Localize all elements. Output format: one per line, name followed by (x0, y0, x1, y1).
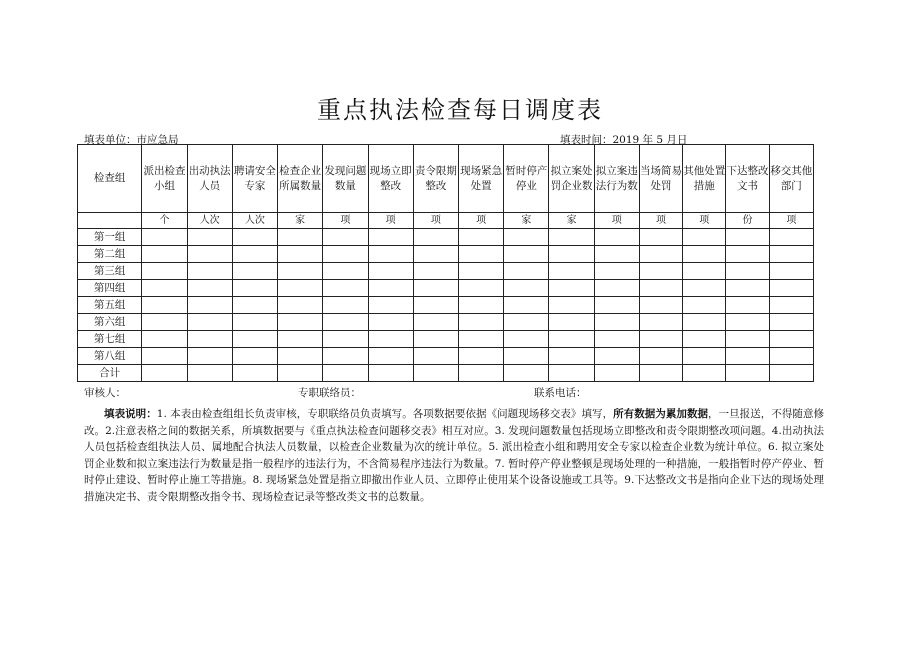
data-cell[interactable] (504, 246, 549, 263)
data-cell[interactable] (458, 246, 503, 263)
data-cell[interactable] (142, 229, 187, 246)
data-cell[interactable] (683, 280, 726, 297)
table-row (78, 280, 814, 297)
table-row (78, 314, 814, 331)
table-row (78, 229, 814, 246)
unit-row (78, 213, 814, 229)
data-cell[interactable] (683, 314, 726, 331)
data-cell[interactable] (187, 229, 232, 246)
data-cell[interactable] (504, 314, 549, 331)
unit-cell: 项 (458, 213, 503, 229)
data-cell[interactable] (683, 246, 726, 263)
data-cell[interactable] (368, 263, 413, 280)
data-cell[interactable] (726, 365, 769, 382)
data-cell[interactable] (323, 314, 368, 331)
row-label: 第一组 (78, 229, 142, 246)
data-cell[interactable] (368, 348, 413, 365)
unit-cell: 家 (549, 213, 594, 229)
data-cell[interactable] (323, 331, 368, 348)
data-cell[interactable] (232, 314, 277, 331)
data-cell[interactable] (769, 331, 813, 348)
schedule-table (77, 144, 814, 382)
data-cell[interactable] (187, 314, 232, 331)
header-cell: 责令限期整改 (413, 145, 458, 213)
unit-cell: 项 (323, 213, 368, 229)
header-cell: 拟立案违法行为数 (594, 145, 639, 213)
data-cell[interactable] (368, 297, 413, 314)
unit-cell: 个 (142, 213, 187, 229)
row-label: 第四组 (78, 280, 142, 297)
data-cell[interactable] (278, 246, 323, 263)
table-row (78, 263, 814, 280)
data-cell[interactable] (323, 297, 368, 314)
header-cell: 当场简易处罚 (639, 145, 682, 213)
data-cell[interactable] (594, 263, 639, 280)
data-cell[interactable] (368, 331, 413, 348)
notes-part-2: ，一旦报送，不得随意修改。2.注意表格之间的数据关系，所填数据要与《重点执法检查问题移交表》相互对应。3. 发现问题数量包括现场立即整改和责令限期整改项问题。4.出动执法人员包括检查组执法人员、属地配合执法人员数量，以检查企业数量为次的统计单位。5. 派出检查小组和聘用安全专家以检查企业数为统计单位。6. 拟立案处罚企业数和拟立案违法行为数量是指一般程序的违法行为，不含简易程序违法行为数量。7. 暂时停产停业整顿是现场处理的一种措施，一般指暂时停产停业、暂时停止建设、暂时停止施工等措施。8. 现场紧急处置是指立即撤出作业人员、立即停止使用某个设备设施或工具等。9.下达整改文书是指向企业下达的现场处理措施决定书、责令限期整改指令书、现场检查记录等整改类文书的总数量。 (84, 408, 825, 503)
data-cell[interactable] (232, 246, 277, 263)
header-cell: 拟立案处罚企业数 (549, 145, 594, 213)
data-cell[interactable] (368, 365, 413, 382)
data-cell[interactable] (769, 348, 813, 365)
data-cell[interactable] (549, 297, 594, 314)
data-cell[interactable] (726, 314, 769, 331)
data-cell[interactable] (769, 314, 813, 331)
data-cell[interactable] (594, 246, 639, 263)
row-label: 第二组 (78, 246, 142, 263)
data-cell[interactable] (458, 365, 503, 382)
data-cell[interactable] (683, 331, 726, 348)
header-cell: 检查组 (78, 145, 142, 213)
unit-cell: 项 (368, 213, 413, 229)
data-cell[interactable] (187, 280, 232, 297)
phone-label: 联系电话： (534, 387, 587, 399)
data-cell[interactable] (142, 365, 187, 382)
data-cell[interactable] (413, 263, 458, 280)
data-cell[interactable] (504, 365, 549, 382)
data-cell[interactable] (726, 297, 769, 314)
data-cell[interactable] (639, 229, 682, 246)
data-cell[interactable] (142, 331, 187, 348)
data-cell[interactable] (413, 246, 458, 263)
data-cell[interactable] (549, 331, 594, 348)
data-cell[interactable] (278, 365, 323, 382)
header-cell: 出动执法人员 (187, 145, 232, 213)
data-cell[interactable] (187, 246, 232, 263)
data-cell[interactable] (323, 280, 368, 297)
reviewer-label: 审核人： (84, 387, 126, 399)
unit-cell: 项 (683, 213, 726, 229)
header-cell: 移交其他部门 (769, 145, 813, 213)
row-label: 第六组 (78, 314, 142, 331)
data-cell[interactable] (458, 229, 503, 246)
data-cell[interactable] (458, 348, 503, 365)
data-cell[interactable] (232, 263, 277, 280)
table-row (78, 331, 814, 348)
row-label: 第五组 (78, 297, 142, 314)
data-cell[interactable] (769, 246, 813, 263)
data-cell[interactable] (549, 263, 594, 280)
data-cell[interactable] (639, 297, 682, 314)
data-cell[interactable] (368, 229, 413, 246)
data-cell[interactable] (639, 365, 682, 382)
data-cell[interactable] (323, 365, 368, 382)
data-cell[interactable] (594, 280, 639, 297)
data-cell[interactable] (278, 280, 323, 297)
data-cell[interactable] (232, 348, 277, 365)
data-cell[interactable] (413, 229, 458, 246)
data-cell[interactable] (769, 280, 813, 297)
data-cell[interactable] (594, 314, 639, 331)
data-cell[interactable] (323, 348, 368, 365)
data-cell[interactable] (549, 348, 594, 365)
data-cell[interactable] (368, 246, 413, 263)
table-row (78, 297, 814, 314)
table-row (78, 246, 814, 263)
header-cell: 现场紧急处置 (458, 145, 503, 213)
data-cell[interactable] (594, 229, 639, 246)
data-cell[interactable] (549, 246, 594, 263)
unit-cell: 家 (504, 213, 549, 229)
data-cell[interactable] (458, 263, 503, 280)
data-cell[interactable] (413, 280, 458, 297)
header-cell: 聘请安全专家 (232, 145, 277, 213)
unit-cell: 项 (769, 213, 813, 229)
data-cell[interactable] (769, 365, 813, 382)
data-cell[interactable] (278, 331, 323, 348)
data-cell[interactable] (142, 246, 187, 263)
data-cell[interactable] (594, 348, 639, 365)
row-label: 第七组 (78, 331, 142, 348)
data-cell[interactable] (458, 280, 503, 297)
data-cell[interactable] (413, 348, 458, 365)
notes-label: 填表说明： (104, 408, 157, 420)
header-cell: 派出检查小组 (142, 145, 187, 213)
header-cell: 现场立即整改 (368, 145, 413, 213)
unit-cell (78, 213, 142, 229)
data-cell[interactable] (323, 246, 368, 263)
data-cell[interactable] (639, 246, 682, 263)
data-cell[interactable] (594, 365, 639, 382)
data-cell[interactable] (323, 263, 368, 280)
data-cell[interactable] (458, 314, 503, 331)
data-cell[interactable] (187, 348, 232, 365)
data-cell[interactable] (726, 348, 769, 365)
header-cell: 其他处置措施 (683, 145, 726, 213)
data-cell[interactable] (639, 314, 682, 331)
data-cell[interactable] (278, 297, 323, 314)
data-cell[interactable] (232, 280, 277, 297)
data-cell[interactable] (187, 263, 232, 280)
data-cell[interactable] (683, 229, 726, 246)
data-cell[interactable] (549, 280, 594, 297)
data-cell[interactable] (726, 280, 769, 297)
data-cell[interactable] (187, 297, 232, 314)
data-cell[interactable] (232, 229, 277, 246)
data-cell[interactable] (769, 297, 813, 314)
data-cell[interactable] (232, 365, 277, 382)
data-cell[interactable] (187, 365, 232, 382)
header-cell: 下达整改文书 (726, 145, 769, 213)
data-cell[interactable] (726, 246, 769, 263)
notes-part-1: 1. 本表由检查组组长负责审核，专职联络员负责填写。各项数据要依据《问题现场移交表》填写， (156, 408, 614, 420)
data-cell[interactable] (769, 229, 813, 246)
fill-instructions (84, 406, 824, 505)
data-cell[interactable] (142, 348, 187, 365)
data-cell[interactable] (726, 331, 769, 348)
data-cell[interactable] (232, 297, 277, 314)
table-row (78, 348, 814, 365)
data-cell[interactable] (639, 280, 682, 297)
header-cell: 暂时停产停业 (504, 145, 549, 213)
data-cell[interactable] (683, 365, 726, 382)
data-cell[interactable] (142, 280, 187, 297)
fill-time-label: 填表时间：2019 年 5 月日 (560, 134, 688, 146)
data-cell[interactable] (504, 348, 549, 365)
data-cell[interactable] (639, 331, 682, 348)
data-cell[interactable] (142, 314, 187, 331)
data-cell[interactable] (504, 297, 549, 314)
data-cell[interactable] (368, 280, 413, 297)
unit-cell: 项 (639, 213, 682, 229)
data-cell[interactable] (413, 365, 458, 382)
header-row (78, 145, 814, 213)
data-cell[interactable] (278, 314, 323, 331)
data-cell[interactable] (726, 263, 769, 280)
data-cell[interactable] (232, 331, 277, 348)
data-cell[interactable] (769, 263, 813, 280)
unit-cell: 份 (726, 213, 769, 229)
page-title: 重点执法检查每日调度表 (317, 96, 603, 124)
header-cell: 检查企业所属数量 (278, 145, 323, 213)
notes-emphasis: 所有数据为累加数据 (613, 408, 709, 420)
data-cell[interactable] (549, 365, 594, 382)
header-cell: 发现问题数量 (323, 145, 368, 213)
table-row (78, 365, 814, 382)
fill-unit-label: 填表单位：市应急局 (84, 134, 179, 146)
row-label: 第三组 (78, 263, 142, 280)
data-cell[interactable] (142, 263, 187, 280)
data-cell[interactable] (683, 297, 726, 314)
unit-cell: 项 (594, 213, 639, 229)
data-cell[interactable] (413, 314, 458, 331)
data-cell[interactable] (683, 263, 726, 280)
data-cell[interactable] (458, 297, 503, 314)
unit-cell: 人次 (187, 213, 232, 229)
row-label: 第八组 (78, 348, 142, 365)
data-cell[interactable] (639, 348, 682, 365)
data-cell[interactable] (278, 263, 323, 280)
data-cell[interactable] (594, 331, 639, 348)
data-cell[interactable] (458, 331, 503, 348)
data-cell[interactable] (504, 263, 549, 280)
data-cell[interactable] (413, 331, 458, 348)
unit-cell: 项 (413, 213, 458, 229)
data-cell[interactable] (549, 314, 594, 331)
data-cell[interactable] (594, 297, 639, 314)
data-cell[interactable] (726, 229, 769, 246)
data-cell[interactable] (504, 331, 549, 348)
liaison-label: 专职联络员： (298, 387, 361, 399)
data-cell[interactable] (413, 297, 458, 314)
data-cell[interactable] (142, 297, 187, 314)
data-cell[interactable] (549, 229, 594, 246)
unit-cell: 家 (278, 213, 323, 229)
data-cell[interactable] (323, 229, 368, 246)
data-cell[interactable] (639, 263, 682, 280)
unit-cell: 人次 (232, 213, 277, 229)
row-label: 合计 (78, 365, 142, 382)
data-cell[interactable] (278, 348, 323, 365)
data-cell[interactable] (278, 229, 323, 246)
data-cell[interactable] (683, 348, 726, 365)
data-cell[interactable] (504, 280, 549, 297)
data-cell[interactable] (187, 331, 232, 348)
data-cell[interactable] (504, 229, 549, 246)
data-cell[interactable] (368, 314, 413, 331)
